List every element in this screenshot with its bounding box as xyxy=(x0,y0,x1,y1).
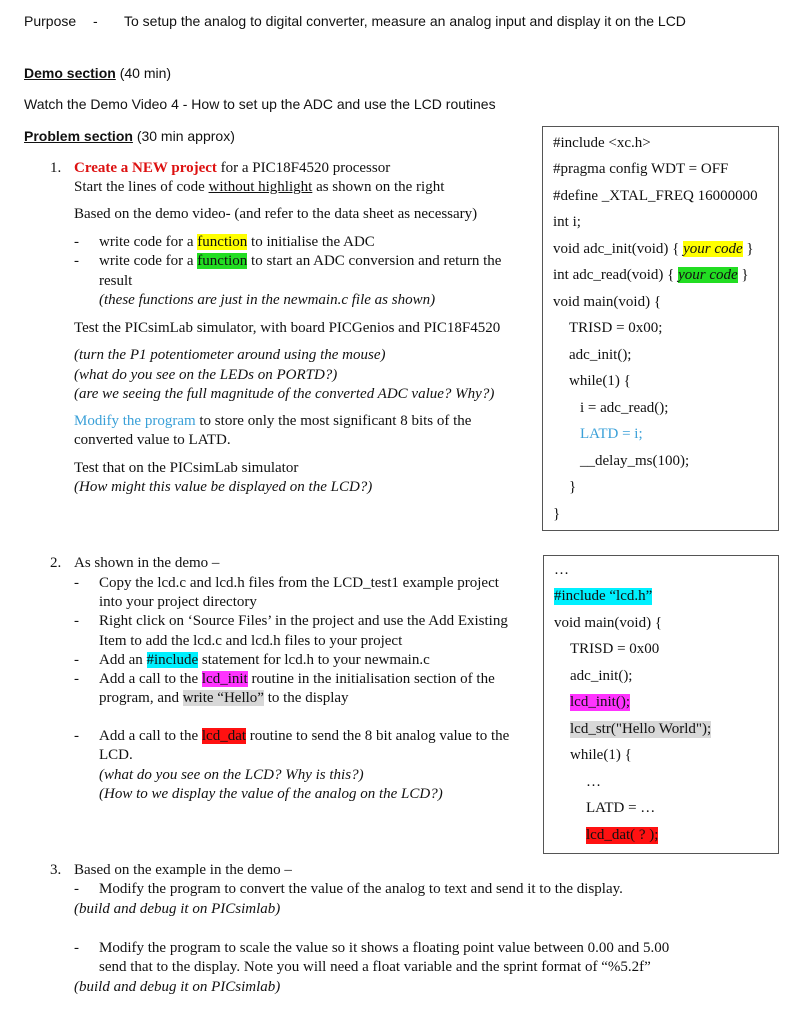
c5-text-a: Add a call to the xyxy=(99,728,202,744)
code-int-i: int i; xyxy=(553,214,581,230)
for-processor: for a PIC18F4520 processor xyxy=(216,160,391,176)
function-highlight-yellow: function xyxy=(197,234,248,250)
modify-program-cont: converted value to LATD. xyxy=(74,432,231,448)
bullet-dash: - xyxy=(74,575,79,591)
code2-ellipsis-top: … xyxy=(554,562,569,578)
code-include-xc: #include <xc.h> xyxy=(553,135,651,151)
test-simulator-line: Test the PICsimLab simulator, with board PICGenios and PIC18F4520 xyxy=(74,320,501,336)
bullet-read-adc xyxy=(99,253,501,270)
section-2-number: 2. xyxy=(50,555,62,571)
create-project-line xyxy=(74,160,390,177)
b2-text-b: to start an ADC conversion and return the xyxy=(247,253,502,269)
bullet-dash: - xyxy=(74,253,79,269)
code-adc-init xyxy=(553,241,754,258)
code-delay: __delay_ms(100); xyxy=(580,453,690,469)
code-adc-read xyxy=(553,267,749,284)
lcd-init-highlight-magenta: lcd_init xyxy=(201,671,248,687)
code-trisd: TRISD = 0x00; xyxy=(569,320,663,336)
b1-text-b: to initialise the ADC xyxy=(247,234,375,250)
question-leds: (what do you see on the LEDs on PORTD?) xyxy=(74,367,338,383)
code2-lcd-dat: lcd_dat( ? ); xyxy=(586,827,659,843)
watch-demo-text: Watch the Demo Video 4 - How to set up the ADC and use the LCD routines xyxy=(24,96,496,112)
code-latd-assign: LATD = i; xyxy=(580,426,643,442)
purpose-dash: - xyxy=(93,13,98,29)
adc-read-sig: int adc_read(void) { xyxy=(553,267,679,283)
code-box-adc xyxy=(542,126,779,531)
bullet-init-adc xyxy=(99,234,375,251)
right-click-line: Right click on ‘Source Files’ in the project and use the Add Existing xyxy=(99,613,508,629)
right-click-cont: Item to add the lcd.c and lcd.h files to your project xyxy=(99,633,403,649)
demo-title: Demo section xyxy=(24,65,116,81)
convert-to-text-line: Modify the program to convert the value of the analog to text and send it to the display. xyxy=(99,881,623,897)
code2-lcd-init: lcd_init(); xyxy=(570,694,630,710)
demo-time: (40 min) xyxy=(119,65,172,81)
bullet-read-adc-cont: result xyxy=(99,273,133,289)
bullet-dash: - xyxy=(74,671,79,687)
build-debug-note-2: (build and debug it on PICsimlab) xyxy=(74,979,281,995)
start-lines-line xyxy=(74,179,444,196)
create-new-project: Create a NEW project xyxy=(74,160,217,176)
section-2-intro: As shown in the demo – xyxy=(74,555,220,571)
include-highlight-cyan: #include xyxy=(146,652,199,668)
function-highlight-green: function xyxy=(197,253,248,269)
scale-value-line: Modify the program to scale the value so it shows a floating point value between 0.00 and 5.00 xyxy=(99,940,670,956)
copy-files-line: Copy the lcd.c and lcd.h files from the LCD_test1 example project xyxy=(99,575,499,591)
build-debug-note-1: (build and debug it on PICsimlab) xyxy=(74,901,281,917)
write-hello-highlight-gray: write “Hello” xyxy=(182,690,264,706)
demo-section-heading xyxy=(24,65,171,81)
add-lcd-init-cont xyxy=(99,690,349,707)
code-define-freq: #define _XTAL_FREQ 16000000 xyxy=(553,188,758,204)
add-lcd-init-line xyxy=(99,671,495,688)
section-1-number: 1. xyxy=(50,160,62,176)
code2-include-lcd: #include “lcd.h” xyxy=(554,588,653,604)
add-lcd-dat-line xyxy=(99,728,509,745)
c4-text-d: to the display xyxy=(263,690,349,706)
bullet-dash: - xyxy=(74,940,79,956)
b1-text-a: write code for a xyxy=(99,234,198,250)
code-adc-read-call: i = adc_read(); xyxy=(580,400,669,416)
copy-files-cont: into your project directory xyxy=(99,594,257,610)
adc-init-sig: void adc_init(void) { xyxy=(553,241,684,257)
code2-lcd-str: lcd_str("Hello World"); xyxy=(570,721,712,737)
code-pragma: #pragma config WDT = OFF xyxy=(553,161,729,177)
code-close-while: } xyxy=(569,479,577,495)
your-code-green: your code xyxy=(678,267,738,283)
test-simulator-2: Test that on the PICsimLab simulator xyxy=(74,460,299,476)
modify-program-line xyxy=(74,413,471,430)
bullet-dash: - xyxy=(74,234,79,250)
section-3-number: 3. xyxy=(50,862,62,878)
your-code-yellow: your code xyxy=(683,241,743,257)
adc-read-close: } xyxy=(737,267,749,283)
modify-program-blue: Modify the program xyxy=(74,413,196,429)
c3-text-a: Add an xyxy=(99,652,147,668)
question-magnitude: (are we seeing the full magnitude of the converted ADC value? Why?) xyxy=(74,386,495,402)
code2-latd: LATD = … xyxy=(586,800,656,816)
modify-rest: to store only the most significant 8 bits of the xyxy=(195,413,472,429)
bullet-dash: - xyxy=(74,613,79,629)
add-include-line xyxy=(99,652,430,669)
based-on-demo: Based on the demo video- (and refer to the data sheet as necessary) xyxy=(74,206,478,222)
question-analog-display: (How to we display the value of the analog on the LCD?) xyxy=(99,786,443,802)
adc-init-close: } xyxy=(742,241,754,257)
code2-main: void main(void) { xyxy=(554,615,663,631)
c4-text-c: program, and xyxy=(99,690,183,706)
code2-adc-init: adc_init(); xyxy=(570,668,633,684)
code2-while: while(1) { xyxy=(570,747,632,763)
bullet-dash: - xyxy=(74,728,79,744)
section-3-intro: Based on the example in the demo – xyxy=(74,862,292,878)
functions-note: (these functions are just in the newmain.c file as shown) xyxy=(99,292,436,308)
c4-text-b: routine in the initialisation section of the xyxy=(247,671,495,687)
code-close-main: } xyxy=(553,506,561,522)
purpose-text: To setup the analog to digital converter, measure an analog input and display it on the LCD xyxy=(124,13,686,29)
code-box-lcd xyxy=(543,555,779,854)
b2-text-a: write code for a xyxy=(99,253,198,269)
without-highlight: without highlight xyxy=(208,179,313,195)
problem-title: Problem section xyxy=(24,128,133,144)
scale-value-cont: send that to the display. Note you will need a float variable and the sprint format of “%5.2f” xyxy=(99,959,651,975)
code-while: while(1) { xyxy=(569,373,631,389)
add-lcd-dat-cont: LCD. xyxy=(99,747,133,763)
bullet-dash: - xyxy=(74,652,79,668)
code-main: void main(void) { xyxy=(553,294,662,310)
problem-section-heading xyxy=(24,128,235,144)
question-potentiometer: (turn the P1 potentiometer around using the mouse) xyxy=(74,347,386,363)
start-text-b: as shown on the right xyxy=(312,179,445,195)
c3-text-b: statement for lcd.h to your newmain.c xyxy=(198,652,430,668)
bullet-dash: - xyxy=(74,881,79,897)
code-adc-init-call: adc_init(); xyxy=(569,347,632,363)
c4-text-a: Add a call to the xyxy=(99,671,202,687)
code2-ellipsis-inner: … xyxy=(586,774,601,790)
problem-time: (30 min approx) xyxy=(136,128,235,144)
c5-text-b: routine to send the 8 bit analog value to the xyxy=(246,728,510,744)
lcd-dat-highlight-red: lcd_dat xyxy=(201,728,247,744)
start-text-a: Start the lines of code xyxy=(74,179,209,195)
purpose-label: Purpose xyxy=(24,13,77,29)
question-lcd-display: (How might this value be displayed on the LCD?) xyxy=(74,479,373,495)
code2-trisd: TRISD = 0x00 xyxy=(570,641,660,657)
question-lcd-see: (what do you see on the LCD? Why is this?) xyxy=(99,767,364,783)
